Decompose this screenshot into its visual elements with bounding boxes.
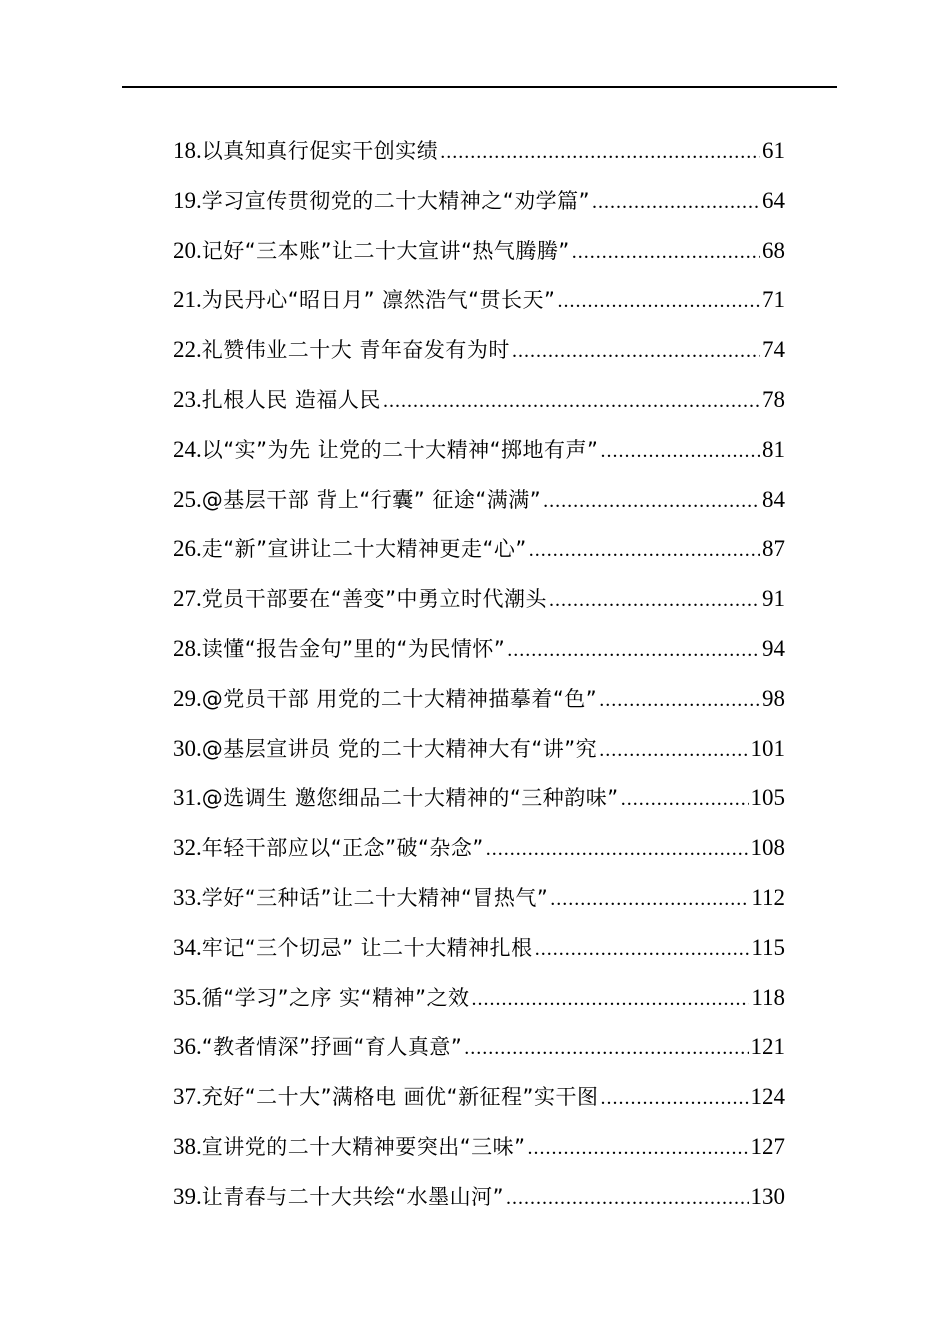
toc-entry-number: 29. [173,685,202,711]
toc-entry[interactable] [173,425,785,475]
toc-entry-number: 20. [173,237,202,263]
toc-dot-leader [440,128,760,178]
toc-dot-leader [507,626,760,676]
toc-entry-title: 让青春与二十大共绘“水墨山河” [201,1184,505,1209]
toc-dot-leader [528,1124,749,1174]
toc-entry-number: 33. [173,884,202,910]
toc-entry[interactable] [173,624,785,674]
toc-entry-page-number: 94 [762,635,785,661]
toc-entry-page-number: 130 [750,1183,785,1209]
toc-dot-leader [599,726,748,776]
toc-entry[interactable] [173,973,785,1023]
toc-entry-title: 扎根人民 造福人民 [201,387,381,412]
toc-entry-title: 党员干部要在“善变”中勇立时代潮头 [201,587,548,612]
toc-entry[interactable] [173,1122,785,1172]
table-of-contents [173,126,785,1222]
toc-dot-leader [383,377,760,427]
toc-entry[interactable] [173,375,785,425]
toc-dot-leader [600,427,760,477]
toc-entry-page-number: 118 [751,984,785,1010]
toc-entry[interactable] [173,1072,785,1122]
toc-dot-leader [464,1024,748,1074]
toc-dot-leader [529,526,760,576]
toc-entry[interactable] [173,275,785,325]
toc-dot-leader [486,825,749,875]
toc-entry-page-number: 68 [762,237,785,263]
toc-entry-number: 36. [173,1034,202,1060]
toc-entry-title: @党员干部 用党的二十大精神描摹着“色” [201,686,598,711]
toc-dot-leader [599,676,760,726]
toc-entry-page-number: 101 [750,735,785,761]
toc-entry-title: 走“新”宣讲让二十大精神更走“心” [201,537,527,562]
toc-dot-leader [512,327,760,377]
toc-dot-leader [535,925,750,975]
toc-dot-leader [557,277,760,327]
toc-entry-number: 24. [173,436,202,462]
toc-entry-number: 38. [173,1133,202,1159]
toc-entry-title: 牢记“三个切忌” 让二十大精神扎根 [201,935,533,960]
toc-entry-number: 35. [173,984,202,1010]
toc-entry-number: 23. [173,386,202,412]
header-rule [122,86,837,88]
toc-dot-leader [621,775,749,825]
toc-entry-page-number: 91 [762,586,785,612]
toc-dot-leader [572,228,760,278]
toc-dot-leader [600,1074,748,1124]
toc-entry-page-number: 112 [751,884,785,910]
toc-entry-title: 为民丹心“昭日月” 凛然浩气“贯长天” [201,288,556,313]
toc-entry-number: 32. [173,835,202,861]
toc-entry-title: @基层宣讲员 党的二十大精神大有“讲”究 [201,736,598,761]
toc-entry-number: 30. [173,735,202,761]
toc-entry-title: 记好“三本账”让二十大宣讲“热气腾腾” [201,238,570,263]
toc-entry-number: 37. [173,1084,202,1110]
toc-entry[interactable] [173,176,785,226]
toc-entry-number: 34. [173,934,202,960]
toc-entry[interactable] [173,873,785,923]
toc-entry-page-number: 121 [750,1034,785,1060]
toc-entry-page-number: 127 [750,1133,785,1159]
toc-entry-title: @基层干部 背上“行囊” 征途“满满” [201,487,542,512]
toc-entry-page-number: 98 [762,685,785,711]
toc-entry-page-number: 71 [762,287,785,313]
toc-entry-number: 19. [173,187,202,213]
toc-entry-title: 读懂“报告金句”里的“为民情怀” [201,636,506,661]
toc-entry[interactable] [173,674,785,724]
toc-entry[interactable] [173,773,785,823]
toc-entry-title: 充好“二十大”满格电 画优“新征程”实干图 [201,1085,599,1110]
toc-entry-title: 年轻干部应以“正念”破“杂念” [201,836,484,861]
toc-entry-number: 21. [173,287,202,313]
toc-entry-title: 学好“三种话”让二十大精神“冒热气” [201,885,549,910]
toc-entry[interactable] [173,823,785,873]
toc-entry-page-number: 115 [751,934,785,960]
toc-entry-number: 26. [173,536,202,562]
toc-entry[interactable] [173,574,785,624]
toc-dot-leader [543,477,760,527]
toc-entry[interactable] [173,524,785,574]
toc-dot-leader [592,178,760,228]
toc-entry-page-number: 74 [762,337,785,363]
toc-entry-title: 学习宣传贯彻党的二十大精神之“劝学篇” [201,188,591,213]
toc-entry-number: 39. [173,1183,202,1209]
toc-dot-leader [549,576,760,626]
toc-entry-number: 22. [173,337,202,363]
toc-dot-leader [471,975,749,1025]
toc-entry-title: 宣讲党的二十大精神要突出“三味” [201,1134,526,1159]
toc-entry-number: 18. [173,138,202,163]
toc-entry-title: 以真知真行促实干创实绩 [201,139,439,163]
toc-entry-page-number: 105 [750,785,785,811]
toc-entry[interactable] [173,126,785,176]
toc-entry-title: 循“学习”之序 实“精神”之效 [201,985,470,1010]
toc-entry[interactable] [173,325,785,375]
toc-entry[interactable] [173,475,785,525]
toc-entry-title: 以“实”为先 让党的二十大精神“掷地有声” [201,437,599,462]
toc-entry-page-number: 78 [762,386,785,412]
toc-entry-page-number: 84 [762,486,785,512]
toc-entry[interactable] [173,226,785,276]
toc-entry-number: 27. [173,586,202,612]
toc-entry-title: “教者情深”抒画“育人真意” [201,1035,463,1060]
toc-entry[interactable] [173,1172,785,1222]
toc-entry-number: 25. [173,486,202,512]
toc-entry-page-number: 108 [750,835,785,861]
toc-entry-page-number: 81 [762,436,785,462]
toc-entry[interactable] [173,724,785,774]
toc-dot-leader [550,875,749,925]
toc-entry-page-number: 124 [750,1084,785,1110]
toc-entry[interactable] [173,923,785,973]
toc-dot-leader [506,1174,748,1224]
toc-entry[interactable] [173,1022,785,1072]
toc-entry-page-number: 64 [762,187,785,213]
toc-entry-page-number: 61 [762,138,785,163]
toc-entry-title: 礼赞伟业二十大 青年奋发有为时 [201,338,510,363]
toc-entry-title: @选调生 邀您细品二十大精神的“三种韵味” [201,786,619,811]
toc-entry-page-number: 87 [762,536,785,562]
toc-entry-number: 28. [173,635,202,661]
toc-entry-number: 31. [173,785,202,811]
